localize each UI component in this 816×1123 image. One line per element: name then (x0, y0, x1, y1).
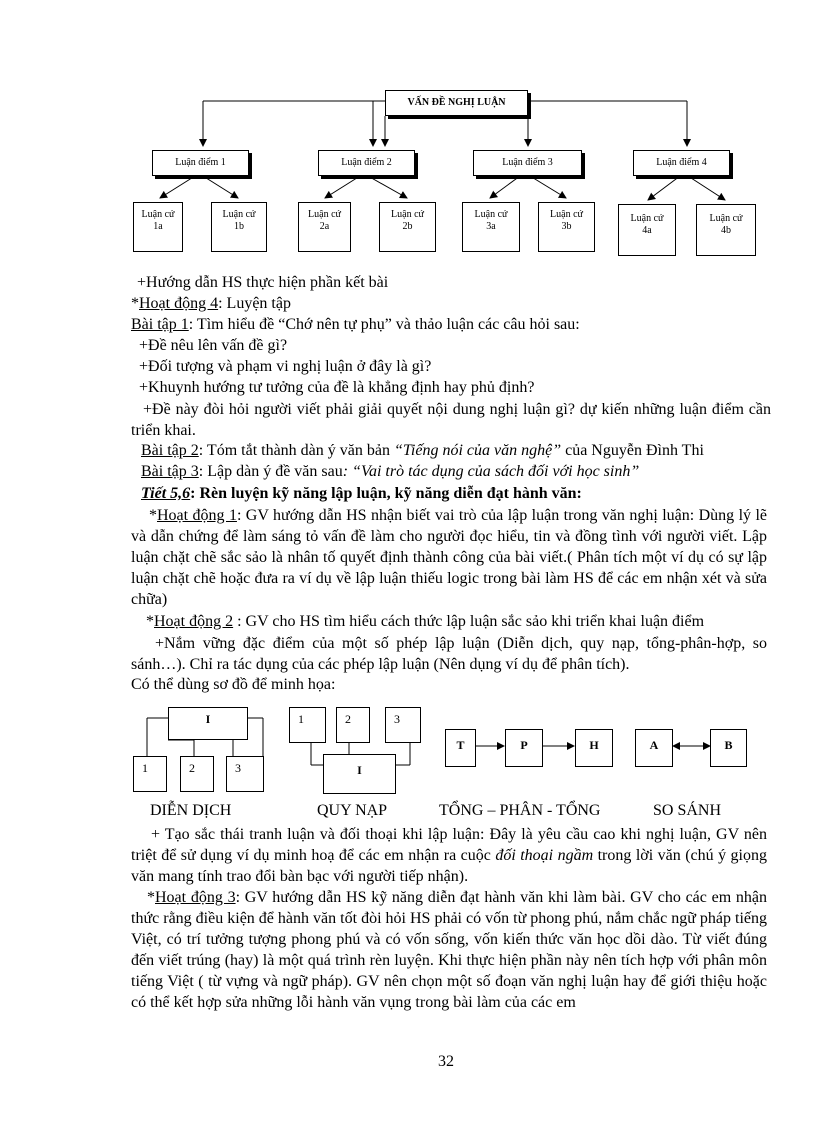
text-fragment: : Tìm hiểu đề “Chớ nên tự phụ” và thảo luận các câu hỏi sau: (188, 316, 580, 333)
text-fragment: Hoạt động 4 (139, 295, 219, 312)
exercise-1 (131, 315, 580, 335)
inductive-item-box: 3 (385, 707, 421, 743)
text-fragment: : “Vai trò tác dụng của sách đối với học sinh” (342, 463, 640, 480)
point-box-2: Luận điểm 2 (318, 150, 415, 176)
text-line: +Đề nêu lên vấn đề gì? (139, 337, 288, 354)
compare-box-b: B (710, 729, 747, 767)
arg-label: Luận cứ (308, 209, 341, 220)
arg-box-2a (298, 202, 351, 252)
text-fragment: Hoạt động 2 (154, 613, 234, 630)
inductive-item-box: 1 (289, 707, 326, 743)
arg-label: Luận cứ (391, 209, 424, 220)
point-box-1: Luận điểm 1 (152, 150, 249, 176)
deductive-item-box: 3 (226, 756, 264, 792)
point-box-3: Luận điểm 3 (473, 150, 582, 176)
text-line: +Hướng dẫn HS thực hiện phần kết bài (137, 274, 389, 291)
inductive-bottom-box: I (323, 754, 396, 794)
activity-1-paragraph (131, 505, 767, 610)
text-fragment: : GV hướng dẫn HS kỹ năng diễn đạt hành văn khi làm bài. GV cho các em nhận thức rằng điều kiện để hành văn tốt đòi hỏi HS phải có vốn từ phong phú, nắm chắc ngữ pháp tiếng Việt, có trí tưởng tượng phong phú và có vốn sống, vốn kiến thức văn học dồi dào. Từ viết đúng đến viết trúng (hay) là một quá trình rèn luyện. Khi thực hiện phần này nên tích hợp với phân môn tiếng Việt ( từ vựng và ngữ pháp). GV nên chọn một số đoạn văn nghị luận hay để giới thiệu hoặc có thể kết hợp sửa những lỗi hành văn vụng trong bài làm của các em (131, 889, 767, 1011)
label-tph: TỔNG – PHÂN - TỔNG (439, 802, 601, 819)
text-fragment: đối thoại ngầm (495, 847, 594, 864)
arg-box-4b (696, 204, 756, 256)
text-fragment: Bài tập 2 (141, 442, 199, 459)
arg-label: Luận cứ (222, 209, 256, 220)
text-fragment: * (149, 507, 157, 524)
text-fragment: Bài tập 3 (141, 463, 199, 480)
heading-activity-4 (131, 294, 291, 314)
arg-id: 3b (561, 221, 572, 232)
tph-box-p: P (505, 729, 543, 767)
activity-3-paragraph (131, 887, 767, 1013)
arg-id: 1b (234, 221, 244, 232)
text-fragment: của Nguyễn Đình Thi (561, 442, 704, 459)
arg-box-4a (618, 204, 676, 256)
text-line: Có thể dùng sơ đồ để minh họa: (131, 676, 336, 693)
arg-id: 3a (486, 221, 496, 232)
text-fragment: * (147, 889, 155, 906)
arg-label: Luận cứ (141, 209, 175, 220)
arg-id: 2a (319, 221, 330, 232)
arg-box-1a (133, 202, 183, 252)
text-fragment: “Tiếng nói của văn nghệ” (393, 442, 562, 459)
arg-id: 2b (402, 221, 413, 232)
dialogue-paragraph (131, 824, 767, 887)
label-compare: SO SÁNH (653, 802, 722, 819)
text-line: +Khuynh hướng tư tưởng của đề là khẳng định hay phủ định? (139, 379, 535, 396)
compare-box-a: A (635, 729, 673, 767)
arg-box-3a (462, 202, 520, 252)
tph-box-t: T (445, 729, 476, 767)
exercise-3 (141, 462, 639, 482)
point-box-4: Luận điểm 4 (633, 150, 730, 176)
text-fragment: : Rèn luyện kỹ năng lập luận, kỹ năng diễn đạt hành văn: (190, 485, 582, 502)
text-fragment: * (131, 295, 139, 312)
text-fragment: Hoạt động 1 (157, 507, 237, 524)
tph-box-h: H (575, 729, 613, 767)
arg-box-1b (211, 202, 267, 252)
text-line: +Đối tượng và phạm vi nghị luận ở đây là gì? (139, 358, 432, 375)
text-fragment: : Tóm tắt thành dàn ý văn bản (198, 442, 394, 459)
text-fragment: Hoạt động 3 (155, 889, 236, 906)
text-fragment: : Luyện tập (218, 295, 291, 312)
arg-id: 4b (721, 225, 731, 236)
activity-2-line (146, 612, 704, 632)
text-fragment: : Lập dàn ý đề văn sau (198, 463, 343, 480)
inductive-item-box: 2 (336, 707, 370, 743)
text-fragment: : GV hướng dẫn HS nhận biết vai trò của lập luận trong văn nghị luận: Dùng lý lẽ và dẫn chứng để làm sáng tỏ vấn đề làm cho người đọc hiểu, tin và đồng tình với người viết. Lập luận chặt chẽ sắc sảo là nhân tố quyết định thành công của bài viết.( Phân tích một ví dụ có sự lập luận chặt chẽ hoặc đưa ra ví dụ về lập luận thiếu logic trong bài làm HS để các em nhận xét và sửa chữa) (131, 507, 767, 608)
text-paragraph: +Nắm vững đặc điểm của một số phép lập luận (Diễn dịch, quy nạp, tổng-phân-hợp, so sánh…). Chỉ ra tác dụng của các phép lập luận (Nên dụng ví dụ để phân tích). (131, 635, 767, 673)
arg-box-2b (379, 202, 436, 252)
arg-label: Luận cứ (630, 213, 664, 224)
text-paragraph: +Đề này đòi hỏi người viết phải giải quyết nội dung nghị luận gì? dự kiến những luận điểm cần triển khai. (131, 401, 771, 439)
page-number: 32 (438, 1053, 454, 1070)
deductive-item-box: 1 (133, 756, 167, 792)
text-fragment: Tiết 5,6 (141, 485, 191, 502)
text-fragment: * (146, 613, 154, 630)
text-fragment: : GV cho HS tìm hiểu cách thức lập luận sắc sảo khi triển khai luận điểm (233, 613, 705, 630)
text-fragment: trong lời văn (chú ý giọng văn mang tính trao đổi bàn bạc với người tiếp nhận). (131, 847, 767, 885)
arg-id: 4a (642, 225, 652, 236)
arg-box-3b (538, 202, 595, 252)
arg-id: 1a (153, 221, 163, 232)
arg-label: Luận cứ (709, 213, 743, 224)
root-box: VẤN ĐỀ NGHỊ LUẬN (385, 90, 528, 116)
label-deductive: DIỄN DỊCH (150, 802, 232, 819)
exercise-2 (141, 441, 704, 461)
text-fragment: + Tạo sắc thái tranh luận và đối thoại khi lập luận: Đây là yêu cầu cao khi nghị luận, GV nên triệt để sử dụng ví dụ minh hoạ để các em nhận ra cuộc (131, 826, 767, 864)
arg-label: Luận cứ (474, 209, 508, 220)
arg-label: Luận cứ (550, 209, 583, 220)
lesson-heading (141, 484, 582, 504)
deductive-top-box: I (168, 707, 248, 740)
text-fragment: Bài tập 1 (131, 316, 189, 333)
label-inductive: QUY NẠP (317, 802, 388, 819)
deductive-item-box: 2 (180, 756, 214, 792)
